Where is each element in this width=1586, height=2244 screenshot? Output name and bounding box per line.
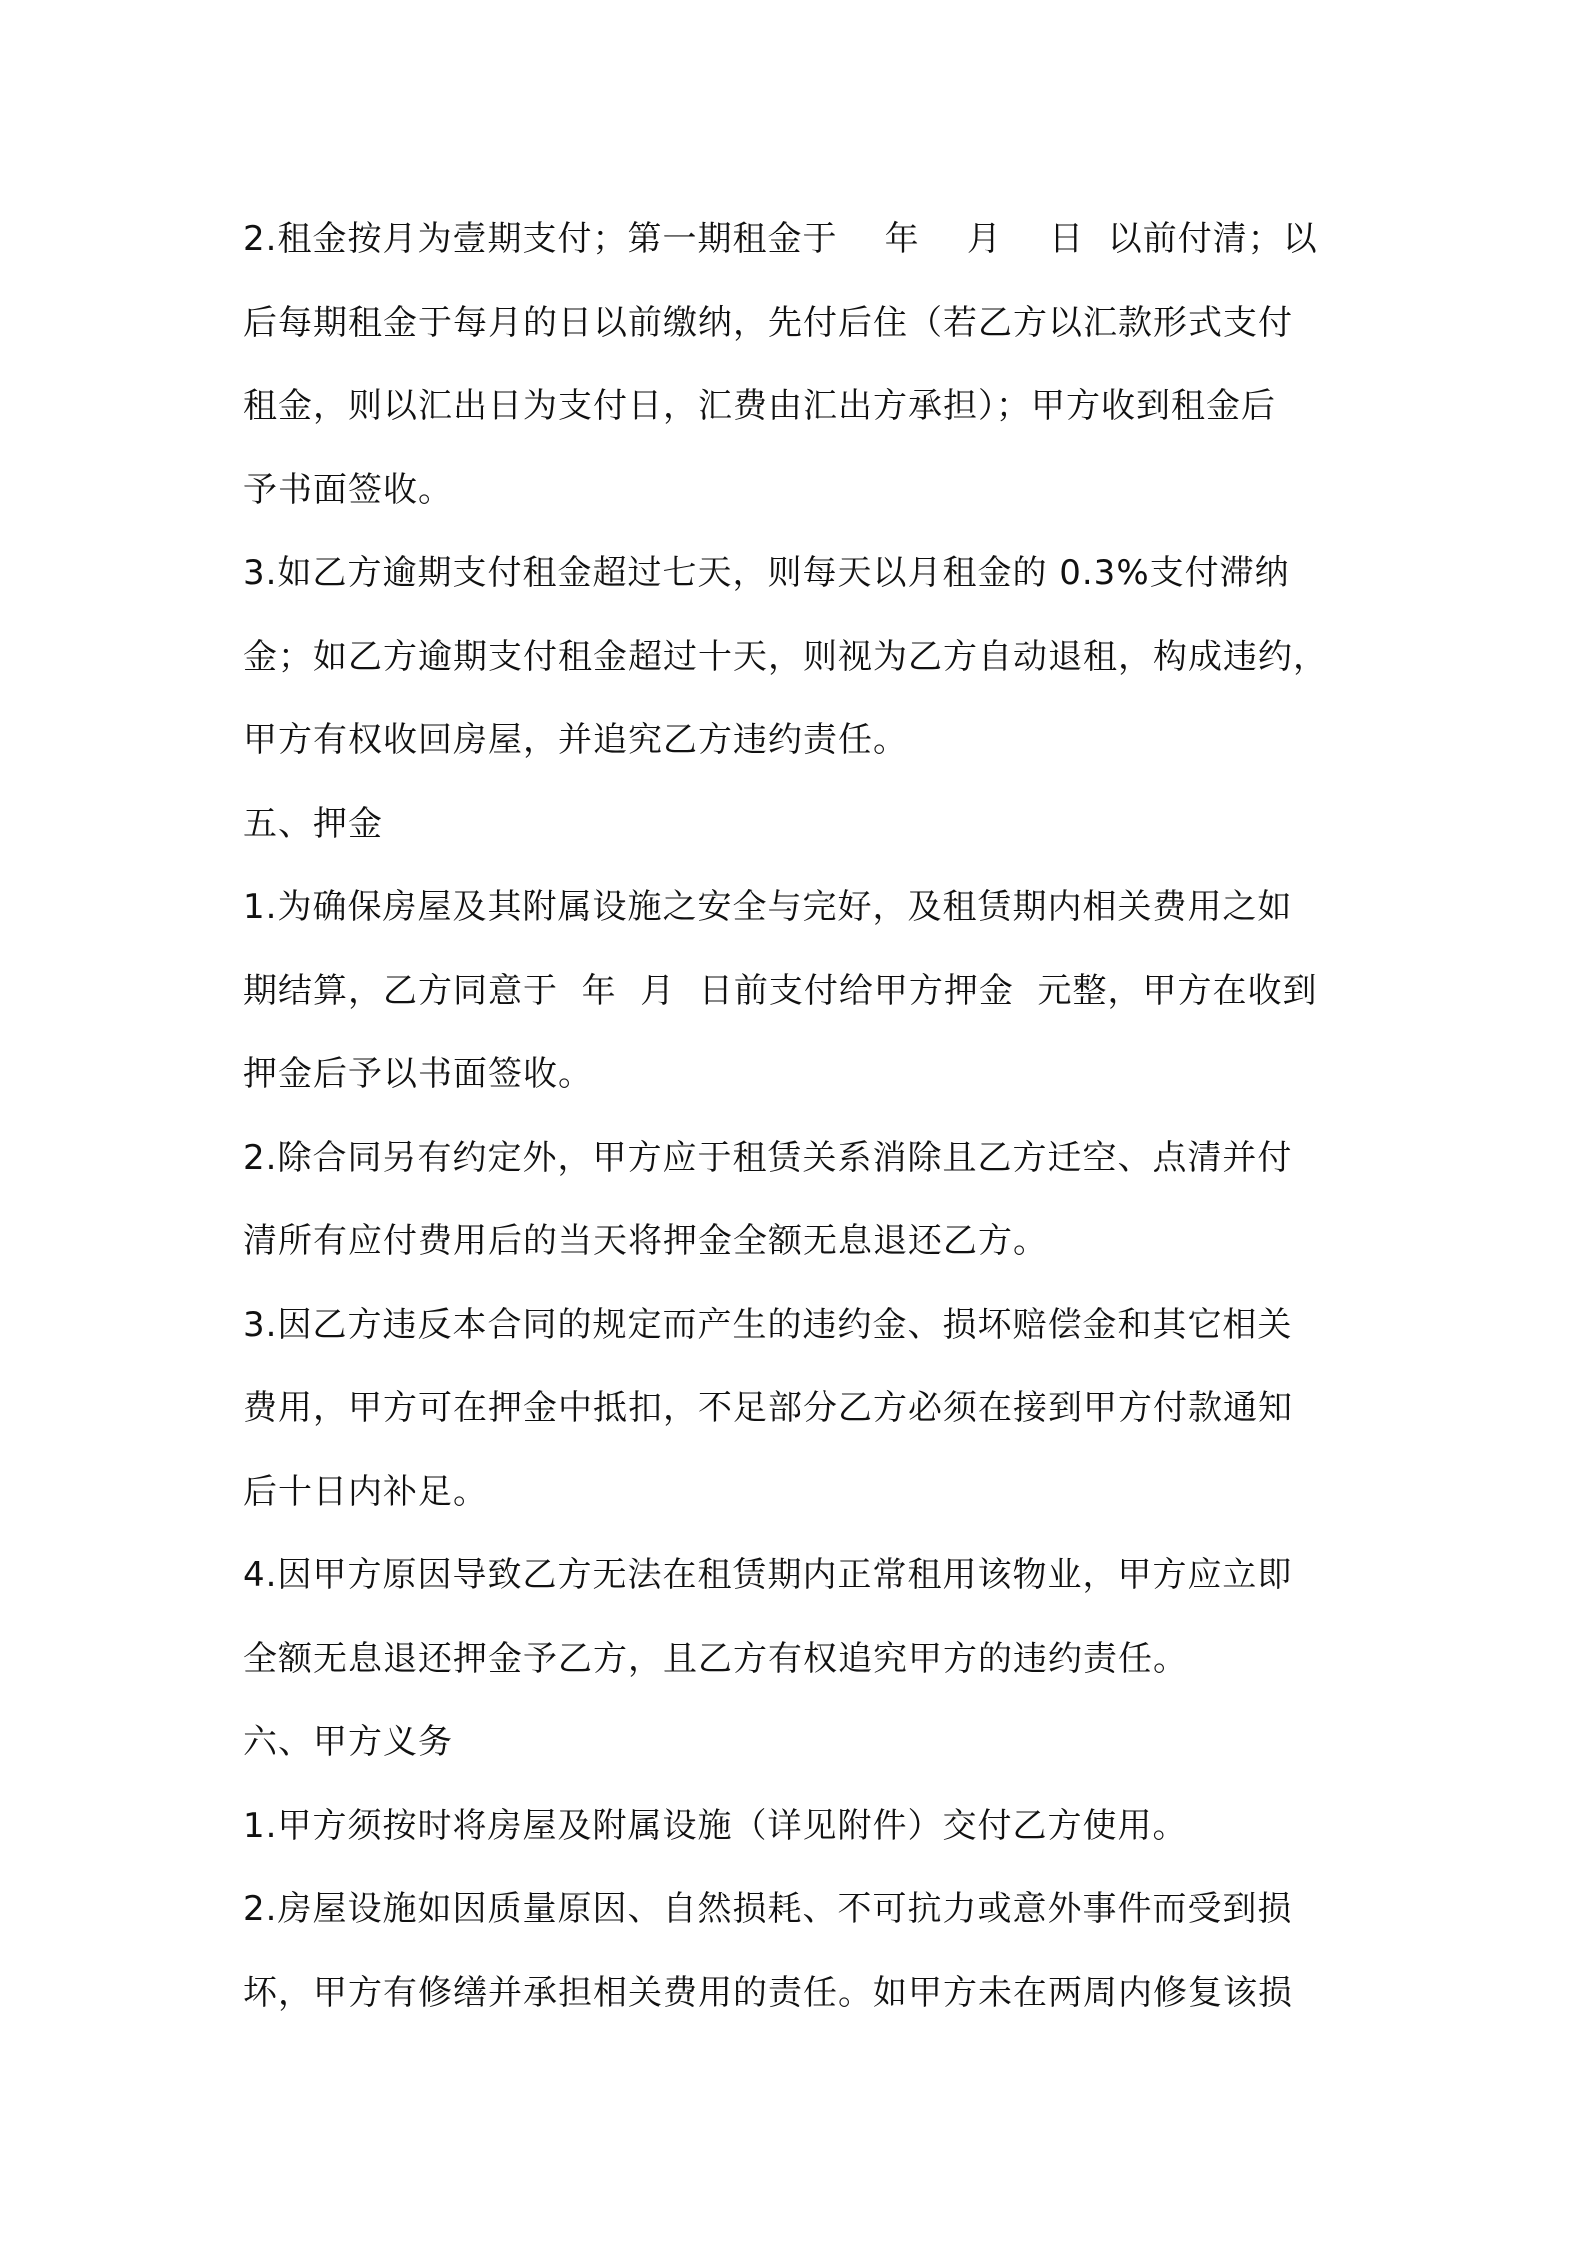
heading-text: 六、甲方义务	[243, 1722, 453, 1762]
text-line: 租金，则以汇出日为支付日，汇费由汇出方承担）；甲方收到租金后	[243, 386, 1276, 426]
text-line: 1.为确保房屋及其附属设施之安全与完好，及租赁期内相关费用之如	[243, 887, 1293, 927]
clause-rent-payment	[243, 198, 1363, 532]
clause-handover	[243, 1785, 1363, 1869]
text-line: 期结算，乙方同意于 年 月 日前支付给甲方押金 元整，甲方在收到	[243, 970, 1318, 1011]
heading-text: 五、押金	[243, 803, 383, 844]
clause-repairs	[243, 1868, 1363, 2035]
clause-deposit-refund	[243, 1117, 1363, 1284]
text-line: 2.除合同另有约定外，甲方应于租赁关系消除且乙方迁空、点清并付	[243, 1137, 1293, 1178]
section-heading-deposit	[243, 783, 1363, 867]
text-line: 坏，甲方有修缮并承担相关费用的责任。如甲方未在两周内修复该损	[243, 1972, 1293, 2013]
text-line: 费用，甲方可在押金中抵扣，不足部分乙方必须在接到甲方付款通知	[243, 1388, 1293, 1428]
text-line: 押金后予以书面签收。	[243, 1054, 593, 1094]
text-line: 4.因甲方原因导致乙方无法在租赁期内正常租用该物业，甲方应立即	[243, 1555, 1293, 1595]
text-line: 后每期租金于每月的日以前缴纳，先付后住（若乙方以汇款形式支付	[243, 302, 1293, 343]
clause-deposit-deduction	[243, 1284, 1363, 1535]
text-line: 3.因乙方违反本合同的规定而产生的违约金、损坏赔偿金和其它相关	[243, 1304, 1293, 1345]
text-line: 后十日内补足。	[243, 1471, 488, 1512]
text-line: 1.甲方须按时将房屋及附属设施（详见附件）交付乙方使用。	[243, 1805, 1188, 1846]
text-line: 予书面签收。	[243, 469, 453, 510]
clause-late-payment	[243, 532, 1363, 783]
text-line: 金；如乙方逾期支付租金超过十天，则视为乙方自动退租，构成违约，	[243, 636, 1328, 677]
text-line: 2.房屋设施如因质量原因、自然损耗、不可抗力或意外事件而受到损	[243, 1889, 1293, 1929]
document-body	[243, 198, 1363, 2035]
text-line: 全额无息退还押金予乙方，且乙方有权追究甲方的违约责任。	[243, 1638, 1188, 1679]
text-line: 清所有应付费用后的当天将押金全额无息退还乙方。	[243, 1221, 1048, 1261]
section-heading-landlord-obligations	[243, 1701, 1363, 1785]
text-line: 3.如乙方逾期支付租金超过七天，则每天以月租金的 0.3%支付滞纳	[243, 553, 1290, 593]
clause-deposit-landlord-fault	[243, 1534, 1363, 1701]
text-line: 2.租金按月为壹期支付；第一期租金于 年 月 日 以前付清；以	[243, 219, 1318, 259]
clause-deposit-amount	[243, 866, 1363, 1117]
text-line: 甲方有权收回房屋，并追究乙方违约责任。	[243, 720, 908, 760]
